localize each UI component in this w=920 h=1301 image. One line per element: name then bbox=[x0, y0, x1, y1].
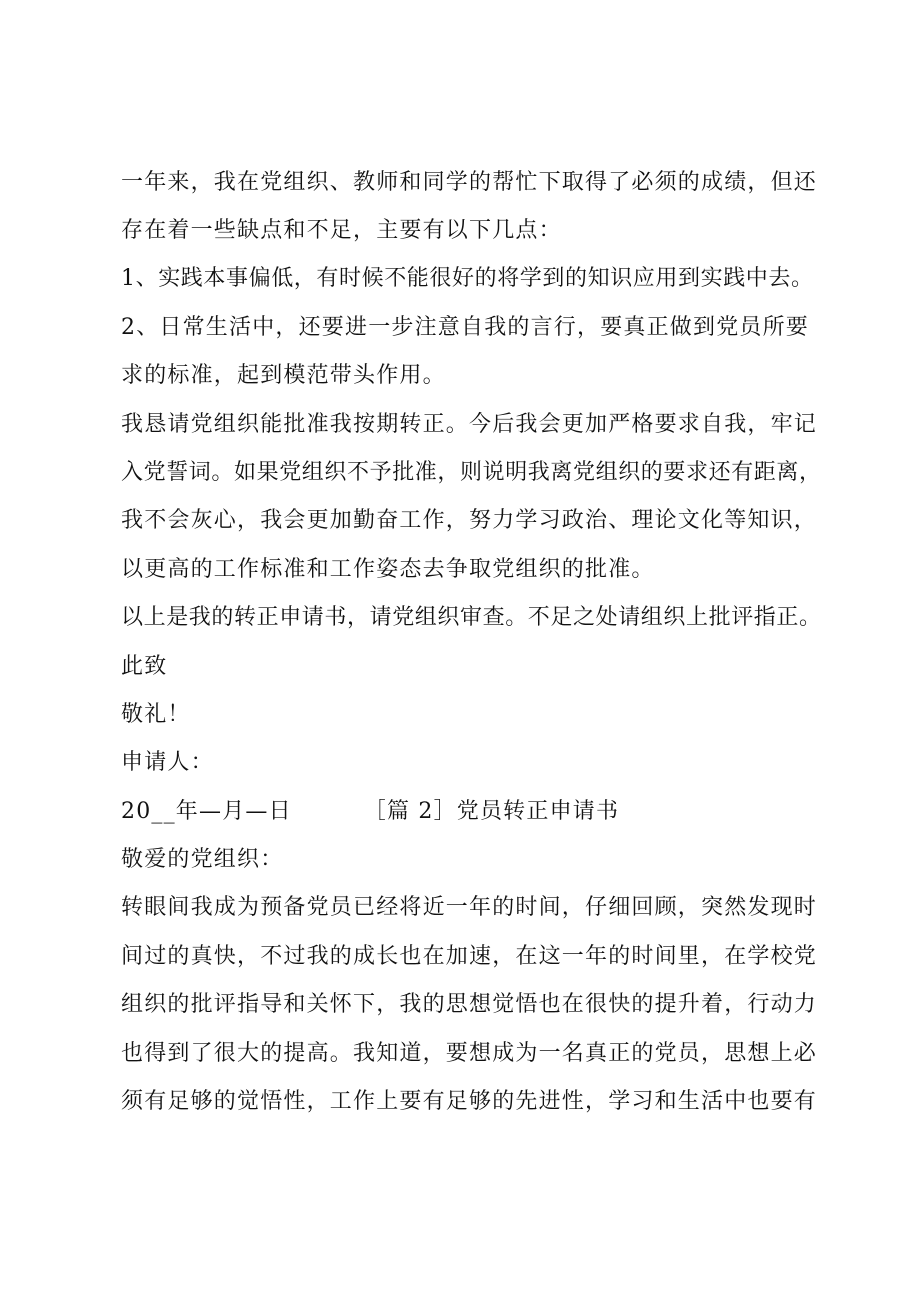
paragraph-line: 以上是我的转正申请书，请党组织审查。不足之处请组织上批评指正。 bbox=[121, 605, 822, 630]
paragraph-line: 我恳请党组织能批准我按期转正。今后我会更加严格要求自我，牢记 bbox=[121, 412, 818, 437]
greeting: 敬爱的党组织： bbox=[121, 847, 284, 872]
paragraph-line: 以更高的工作标准和工作姿态去争取党组织的批准。 bbox=[121, 557, 655, 582]
paragraph-line: 也得到了很大的提高。我知道，要想成为一名真正的党员，思想上必 bbox=[121, 1041, 818, 1066]
paragraph-line: 入党誓词。如果党组织不予批准，则说明我离党组织的要求还有距离， bbox=[121, 460, 822, 485]
applicant-label: 申请人： bbox=[121, 750, 214, 775]
salutation-regards: 敬礼！ bbox=[121, 702, 191, 727]
paragraph-line: 须有足够的觉悟性，工作上要有足够的先进性，学习和生活中也要有 bbox=[121, 1089, 818, 1114]
list-item: 2、日常生活中，还要进一步注意自我的言行，要真正做到党员所要 bbox=[121, 315, 809, 340]
date-field: 20__年—月—日 bbox=[121, 799, 292, 824]
section-title: ［篇 2］党员转正申请书 bbox=[363, 799, 620, 824]
date-and-section-line bbox=[121, 797, 619, 827]
paragraph-line: 存在着一些缺点和不足，主要有以下几点： bbox=[121, 218, 562, 243]
paragraph-line: 求的标准，起到模范带头作用。 bbox=[121, 363, 446, 388]
paragraph-line: 我不会灰心，我会更加勤奋工作，努力学习政治、理论文化等知识， bbox=[121, 508, 818, 533]
paragraph-line: 一年来，我在党组织、教师和同学的帮忙下取得了必须的成绩，但还 bbox=[121, 170, 818, 195]
paragraph-line: 转眼间我成为预备党员已经将近一年的时间，仔细回顾，突然发现时 bbox=[121, 895, 818, 920]
paragraph-line: 间过的真快，不过我的成长也在加速，在这一年的时间里，在学校党 bbox=[121, 944, 818, 969]
salutation-closing: 此致 bbox=[121, 654, 168, 679]
paragraph-line: 组织的批评指导和关怀下，我的思想觉悟也在很快的提升着，行动力 bbox=[121, 992, 818, 1017]
list-item: 1、实践本事偏低，有时候不能很好的将学到的知识应用到实践中去。 bbox=[121, 266, 814, 291]
